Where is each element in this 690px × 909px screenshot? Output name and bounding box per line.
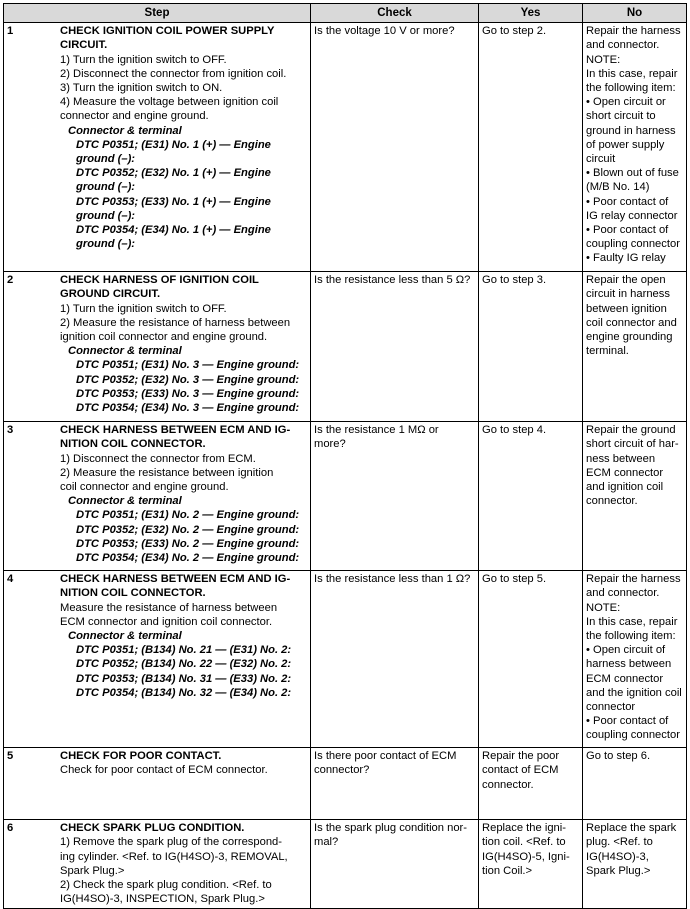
no-text: connector.: [586, 495, 638, 508]
step-instruction: Spark Plug.>: [60, 864, 125, 877]
dtc-terminal-line: DTC P0354; (E34) No. 1 (+) — Engine: [76, 224, 271, 237]
no-text: NOTE:: [586, 601, 621, 614]
step-content: [7, 821, 307, 906]
check-text: Is there poor contact of ECM: [314, 750, 457, 763]
yes-text: tion coil. <Ref. to: [482, 836, 566, 849]
no-text: Go to step 6.: [586, 750, 651, 763]
step-instruction: ECM connector and ignition coil connector.: [60, 615, 273, 628]
check-text: Is the resistance less than 5 Ω?: [314, 274, 471, 287]
no-text: short circuit to: [586, 110, 656, 123]
step-title: CHECK SPARK PLUG CONDITION.: [60, 822, 245, 835]
no-text: plug. <Ref. to: [586, 836, 653, 849]
yes-text: Replace the igni-: [482, 822, 566, 835]
header-row: [4, 4, 687, 23]
step-title: GROUND CIRCUIT.: [60, 288, 161, 301]
yes-cell: [479, 748, 583, 820]
step-instruction: 1) Disconnect the connector from ECM.: [60, 452, 256, 465]
dtc-terminal-line: DTC P0353; (B134) No. 31 — (E33) No. 2:: [76, 672, 292, 685]
step-instruction: 1) Remove the spark plug of the correspond-: [60, 836, 283, 849]
step-instruction: ing cylinder. <Ref. to IG(H4SO)-3, REMOVAL,: [60, 850, 288, 863]
check-text: more?: [314, 438, 346, 451]
diagnostic-procedure-table: [3, 3, 687, 909]
step-content: [7, 273, 307, 415]
step-instruction: ignition coil connector and engine ground.: [60, 331, 268, 344]
step-row-2: [4, 272, 687, 422]
step-number: 6: [7, 822, 14, 835]
no-text: the following item:: [586, 630, 676, 643]
step-instruction: Check for poor contact of ECM connector.: [60, 764, 268, 777]
no-text: • Faulty IG relay: [586, 252, 666, 265]
header-check: Check: [311, 4, 479, 23]
dtc-terminal-line: DTC P0353; (E33) No. 2 — Engine ground:: [76, 537, 300, 550]
no-text: and the ignition coil: [586, 686, 682, 699]
step-title: CHECK FOR POOR CONTACT.: [60, 750, 222, 763]
dtc-terminal-line: DTC P0353; (E33) No. 1 (+) — Engine: [76, 195, 271, 208]
step-content: [7, 423, 307, 565]
no-text: • Poor contact of: [586, 715, 669, 728]
dtc-terminal-line: DTC P0352; (E32) No. 1 (+) — Engine: [76, 167, 271, 180]
no-text: and connector.: [586, 39, 660, 52]
dtc-terminal-line: ground (–):: [76, 181, 136, 194]
step-number: 1: [7, 25, 14, 38]
no-text: ECM connector: [586, 672, 664, 685]
no-cell: [583, 272, 687, 422]
no-cell: [583, 748, 687, 820]
step-content: [7, 749, 307, 777]
dtc-terminal-line: DTC P0354; (E34) No. 3 — Engine ground:: [76, 402, 300, 415]
no-text: ECM connector: [586, 466, 664, 479]
no-text: (M/B No. 14): [586, 181, 650, 194]
step-instruction: 2) Check the spark plug condition. <Ref. to: [60, 879, 272, 892]
step-row-4: [4, 571, 687, 748]
yes-text: IG(H4SO)-5, Igni-: [482, 850, 570, 863]
step-row-5: [4, 748, 687, 820]
no-text: IG relay connector: [586, 209, 678, 222]
step-instruction: coil connector and engine ground.: [60, 481, 229, 494]
no-text: circuit in harness: [586, 288, 670, 301]
no-text: • Poor contact of: [586, 224, 669, 237]
no-text: In this case, repair: [586, 67, 678, 80]
check-cell: [311, 422, 479, 571]
no-text: Repair the ground: [586, 424, 676, 437]
no-text: • Open circuit or: [586, 96, 666, 109]
no-cell: [583, 571, 687, 748]
yes-cell: [479, 23, 583, 272]
header-step: Step: [4, 4, 311, 23]
check-text: Is the resistance less than 1 Ω?: [314, 573, 471, 586]
check-text: mal?: [314, 836, 339, 849]
step-cell: [4, 571, 311, 748]
step-content: [7, 572, 307, 700]
no-text: In this case, repair: [586, 615, 678, 628]
step-instruction: 2) Measure the resistance between ignition: [60, 466, 274, 479]
step-cell: [4, 422, 311, 571]
step-number: 5: [7, 750, 14, 763]
dtc-terminal-line: DTC P0351; (E31) No. 2 — Engine ground:: [76, 509, 300, 522]
no-text: short circuit of har-: [586, 438, 679, 451]
yes-text: Go to step 2.: [482, 25, 547, 38]
dtc-terminal-line: DTC P0351; (E31) No. 3 — Engine ground:: [76, 359, 300, 372]
step-instruction: connector and engine ground.: [60, 110, 209, 123]
step-instruction: 3) Turn the ignition switch to ON.: [60, 82, 223, 95]
step-title: NITION COIL CONNECTOR.: [60, 438, 206, 451]
no-text: coil connector and: [586, 316, 677, 329]
no-cell: [583, 422, 687, 571]
step-title: CHECK HARNESS BETWEEN ECM AND IG-: [60, 424, 291, 437]
step-title: CHECK HARNESS BETWEEN ECM AND IG-: [60, 573, 291, 586]
no-text: • Open circuit of: [586, 644, 666, 657]
no-text: the following item:: [586, 82, 676, 95]
no-text: engine grounding: [586, 331, 673, 344]
check-text: Is the resistance 1 MΩ or: [314, 424, 439, 437]
no-text: and connector.: [586, 587, 660, 600]
connector-terminal-label: Connector & terminal: [68, 345, 182, 358]
yes-cell: [479, 571, 583, 748]
connector-terminal-label: Connector & terminal: [68, 124, 182, 137]
no-text: ness between: [586, 452, 656, 465]
step-cell: [4, 748, 311, 820]
check-cell: [311, 820, 479, 909]
step-instruction: 2) Disconnect the connector from ignition coil.: [60, 67, 287, 80]
yes-text: tion Coil.>: [482, 864, 533, 877]
yes-text: connector.: [482, 778, 534, 791]
no-text: coupling connector: [586, 729, 680, 742]
no-text: NOTE:: [586, 53, 621, 66]
step-instruction: 4) Measure the voltage between ignition coil: [60, 96, 279, 109]
no-text: circuit: [586, 153, 616, 166]
dtc-terminal-line: DTC P0352; (E32) No. 2 — Engine ground:: [76, 523, 300, 536]
check-cell: [311, 23, 479, 272]
step-title: CIRCUIT.: [60, 39, 108, 52]
check-cell: [311, 571, 479, 748]
yes-text: Go to step 3.: [482, 274, 547, 287]
no-text: coupling connector: [586, 238, 680, 251]
no-text: ground in harness: [586, 124, 676, 137]
step-number: 3: [7, 424, 14, 437]
check-text: connector?: [314, 764, 370, 777]
no-cell: [583, 23, 687, 272]
step-row-6: [4, 820, 687, 909]
no-cell: [583, 820, 687, 909]
connector-terminal-label: Connector & terminal: [68, 495, 182, 508]
yes-text: Go to step 4.: [482, 424, 547, 437]
dtc-terminal-line: DTC P0351; (B134) No. 21 — (E31) No. 2:: [76, 644, 292, 657]
yes-text: Go to step 5.: [482, 573, 547, 586]
step-instruction: Measure the resistance of harness between: [60, 601, 278, 614]
step-cell: [4, 272, 311, 422]
header-yes: Yes: [479, 4, 583, 23]
step-instruction: 1) Turn the ignition switch to OFF.: [60, 53, 227, 66]
no-text: Repair the open: [586, 274, 666, 287]
step-title: NITION COIL CONNECTOR.: [60, 587, 206, 600]
yes-cell: [479, 272, 583, 422]
no-text: Spark Plug.>: [586, 864, 651, 877]
step-row-1: [4, 23, 687, 272]
no-text: of power supply: [586, 138, 665, 151]
no-text: harness between: [586, 658, 672, 671]
no-text: • Poor contact of: [586, 195, 669, 208]
step-cell: [4, 23, 311, 272]
step-instruction: IG(H4SO)-3, INSPECTION, Spark Plug.>: [60, 893, 265, 906]
step-number: 2: [7, 274, 14, 287]
step-title: CHECK HARNESS OF IGNITION COIL: [60, 274, 259, 287]
no-text: between ignition: [586, 302, 667, 315]
dtc-terminal-line: ground (–):: [76, 153, 136, 166]
dtc-terminal-line: DTC P0352; (E32) No. 3 — Engine ground:: [76, 373, 300, 386]
dtc-terminal-line: ground (–):: [76, 238, 136, 251]
dtc-terminal-line: DTC P0352; (B134) No. 22 — (E32) No. 2:: [76, 658, 292, 671]
step-number: 4: [7, 573, 14, 586]
header-no: No: [583, 4, 687, 23]
step-title: CHECK IGNITION COIL POWER SUPPLY: [60, 25, 275, 38]
dtc-terminal-line: DTC P0354; (B134) No. 32 — (E34) No. 2:: [76, 686, 292, 699]
dtc-terminal-line: DTC P0354; (E34) No. 2 — Engine ground:: [76, 552, 300, 565]
check-text: Is the voltage 10 V or more?: [314, 25, 455, 38]
no-text: Replace the spark: [586, 822, 677, 835]
no-text: Repair the harness: [586, 573, 681, 586]
yes-cell: [479, 820, 583, 909]
no-text: Repair the harness: [586, 25, 681, 38]
dtc-terminal-line: ground (–):: [76, 209, 136, 222]
check-cell: [311, 748, 479, 820]
check-text: Is the spark plug condition nor-: [314, 822, 467, 835]
check-cell: [311, 272, 479, 422]
connector-terminal-label: Connector & terminal: [68, 630, 182, 643]
yes-text: contact of ECM: [482, 764, 559, 777]
no-text: IG(H4SO)-3,: [586, 850, 649, 863]
yes-text: Repair the poor: [482, 750, 560, 763]
no-text: and ignition coil: [586, 481, 664, 494]
dtc-terminal-line: DTC P0351; (E31) No. 1 (+) — Engine: [76, 138, 271, 151]
no-text: terminal.: [586, 345, 629, 358]
step-cell: [4, 820, 311, 909]
no-text: connector: [586, 701, 636, 714]
dtc-terminal-line: DTC P0353; (E33) No. 3 — Engine ground:: [76, 387, 300, 400]
step-instruction: 2) Measure the resistance of harness between: [60, 316, 291, 329]
step-instruction: 1) Turn the ignition switch to OFF.: [60, 302, 227, 315]
no-text: • Blown out of fuse: [586, 167, 679, 180]
yes-cell: [479, 422, 583, 571]
step-content: [7, 24, 307, 251]
step-row-3: [4, 422, 687, 571]
